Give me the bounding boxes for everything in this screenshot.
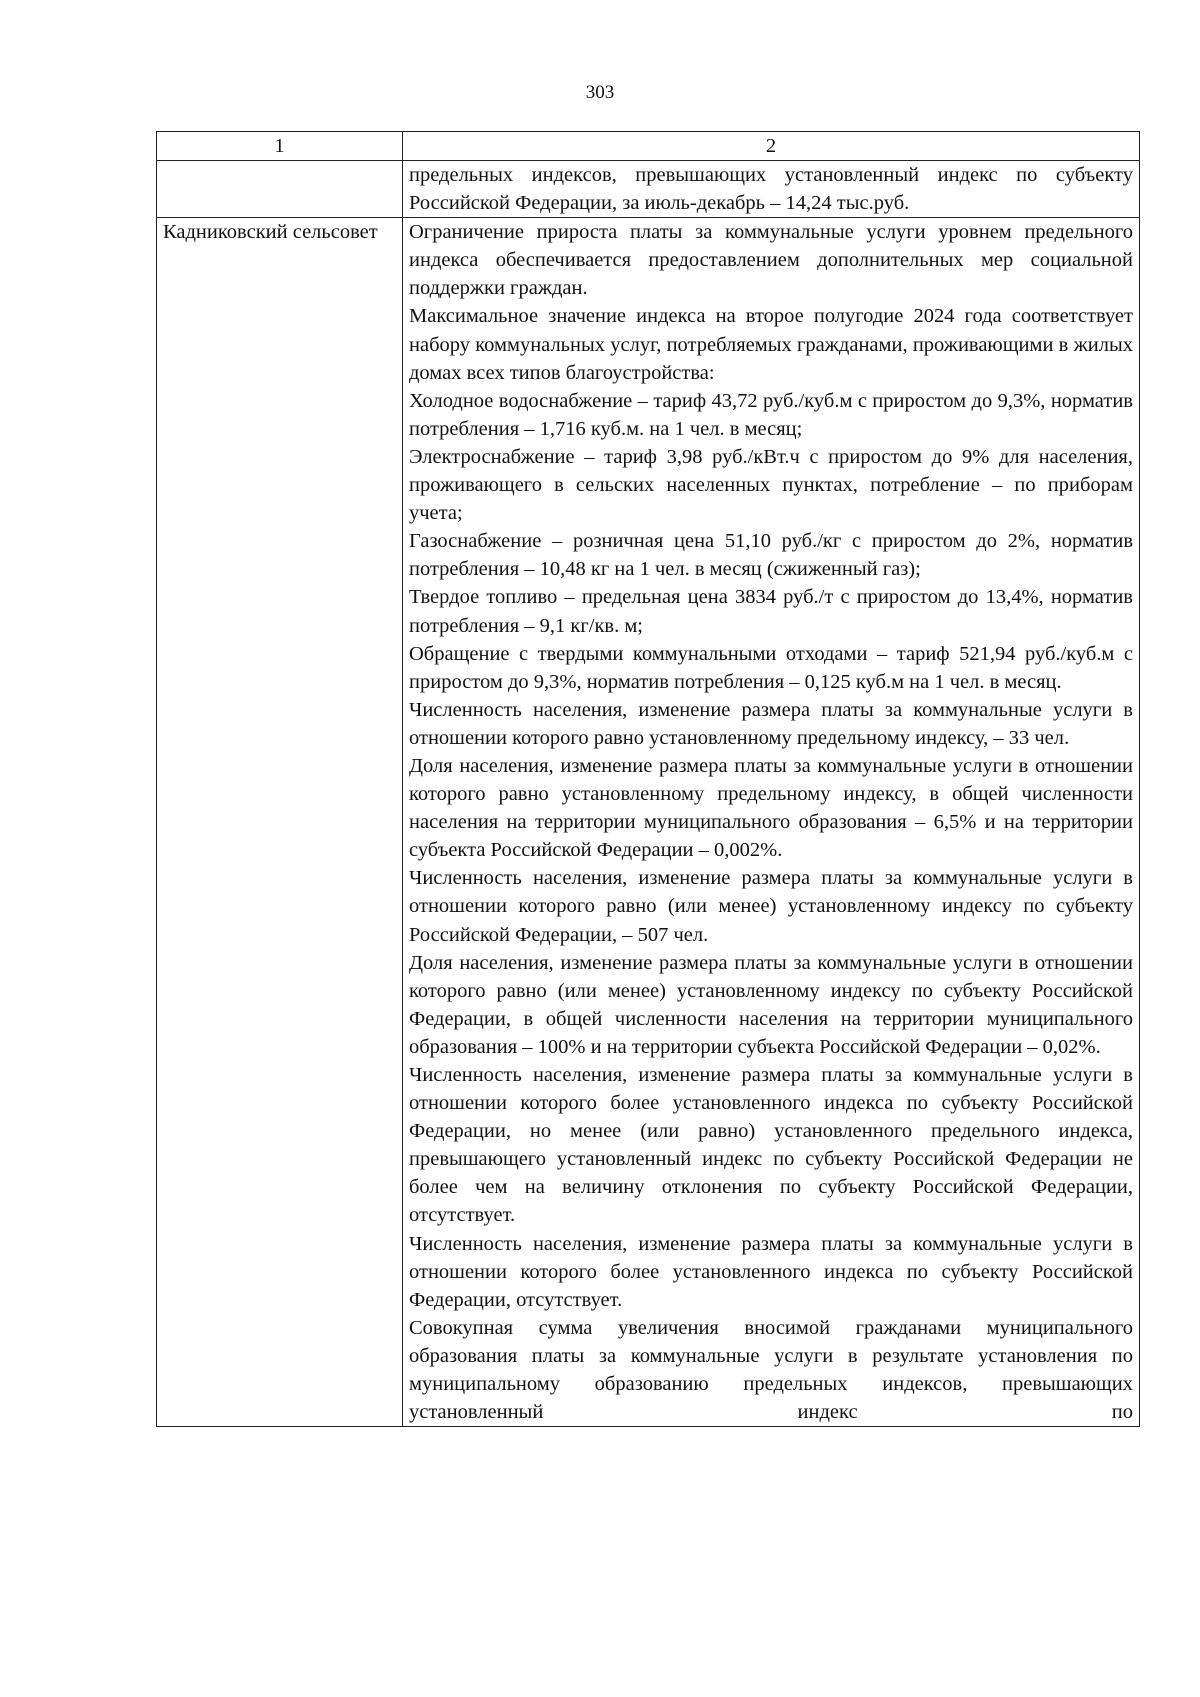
paragraph: Электроснабжение – тариф 3,98 руб./кВт.ч с приростом до 9% для населения, проживающего в сельских населенных пунктах, потребление – по приборам учета; xyxy=(409,445,1133,525)
row-name-cell xyxy=(157,161,403,218)
document-table xyxy=(156,131,1140,1427)
row-text-cell xyxy=(403,218,1140,1427)
paragraph: Численность населения, изменение размера платы за коммунальные услуги в отношении которого равно установленному предельному индексу, – 33 чел. xyxy=(409,698,1133,749)
paragraph: Ограничение прироста платы за коммунальные услуги уровнем предельного индекса обеспечивается предоставлением дополнительных мер социальной поддержки граждан. xyxy=(409,221,1133,300)
paragraph: Газоснабжение – розничная цена 51,10 руб./кг с приростом до 2%, норматив потребления – 10,48 кг на 1 чел. в месяц (сжиженный газ); xyxy=(409,530,1133,581)
paragraph: Численность населения, изменение размера платы за коммунальные услуги в отношении которого равно (или менее) установленному индексу по субъекту Российской Федерации, – 507 чел. xyxy=(409,867,1133,946)
paragraph: Доля населения, изменение размера платы за коммунальные услуги в отношении которого равно (или менее) установленному индексу по субъекту Российской Федерации, в общей численности населения на территории муниципального образования – 100% и на территории субъекта Российской Федерации – 0,02%. xyxy=(409,951,1133,1058)
row-name-cell: Кадниковский сельсовет xyxy=(157,218,403,1427)
column-header-2: 2 xyxy=(403,132,1140,161)
column-header-1: 1 xyxy=(157,132,403,161)
page-number: 303 xyxy=(585,82,615,103)
paragraph: Обращение с твердыми коммунальными отходами – тариф 521,94 руб./куб.м с приростом до 9,3%, норматив потребления – 0,125 куб.м на 1 чел. в месяц. xyxy=(409,642,1133,693)
table-row-kadnikovsky xyxy=(157,218,1140,1427)
paragraph: Численность населения, изменение размера платы за коммунальные услуги в отношении которого более установленного индекса по субъекту Российской Федерации, но менее (или равно) установленного предельного индекса, превышающего установленный индекс по субъекту Российской Федерации не более чем на величину отклонения по субъекту Российской Федерации, отсутствует. xyxy=(409,1064,1133,1227)
table-header-row xyxy=(157,132,1140,161)
paragraph-continued: Совокупная сумма увеличения вносимой гражданами муниципального образования платы за коммунальные услуги в результате установления по муниципальному образованию предельных индексов, превышающих установленный индекс по xyxy=(409,1316,1133,1424)
paragraph: Максимальное значение индекса на второе полугодие 2024 года соответствует набору коммунальных услуг, потребляемых гражданами, проживающими в жилых домах всех типов благоустройства: xyxy=(409,305,1133,384)
paragraph: Холодное водоснабжение – тариф 43,72 руб./куб.м с приростом до 9,3%, норматив потребления – 1,716 куб.м. на 1 чел. в месяц; xyxy=(409,389,1133,440)
paragraph: Доля населения, изменение размера платы за коммунальные услуги в отношении которого равно установленному предельному индексу, в общей численности населения на территории муниципального образования – 6,5% и на территории субъекта Российской Федерации – 0,002%. xyxy=(409,754,1133,862)
table-row-continued xyxy=(157,161,1140,218)
paragraph: предельных индексов, превышающих установленный индекс по субъекту Российской Федерации, за июль-декабрь – 14,24 тыс.руб. xyxy=(409,164,1133,215)
row-text-cell xyxy=(403,161,1140,218)
paragraph: Твердое топливо – предельная цена 3834 руб./т с приростом до 13,4%, норматив потребления – 9,1 кг/кв. м; xyxy=(409,586,1133,637)
paragraph: Численность населения, изменение размера платы за коммунальные услуги в отношении которого более установленного индекса по субъекту Российской Федерации, отсутствует. xyxy=(409,1232,1133,1311)
